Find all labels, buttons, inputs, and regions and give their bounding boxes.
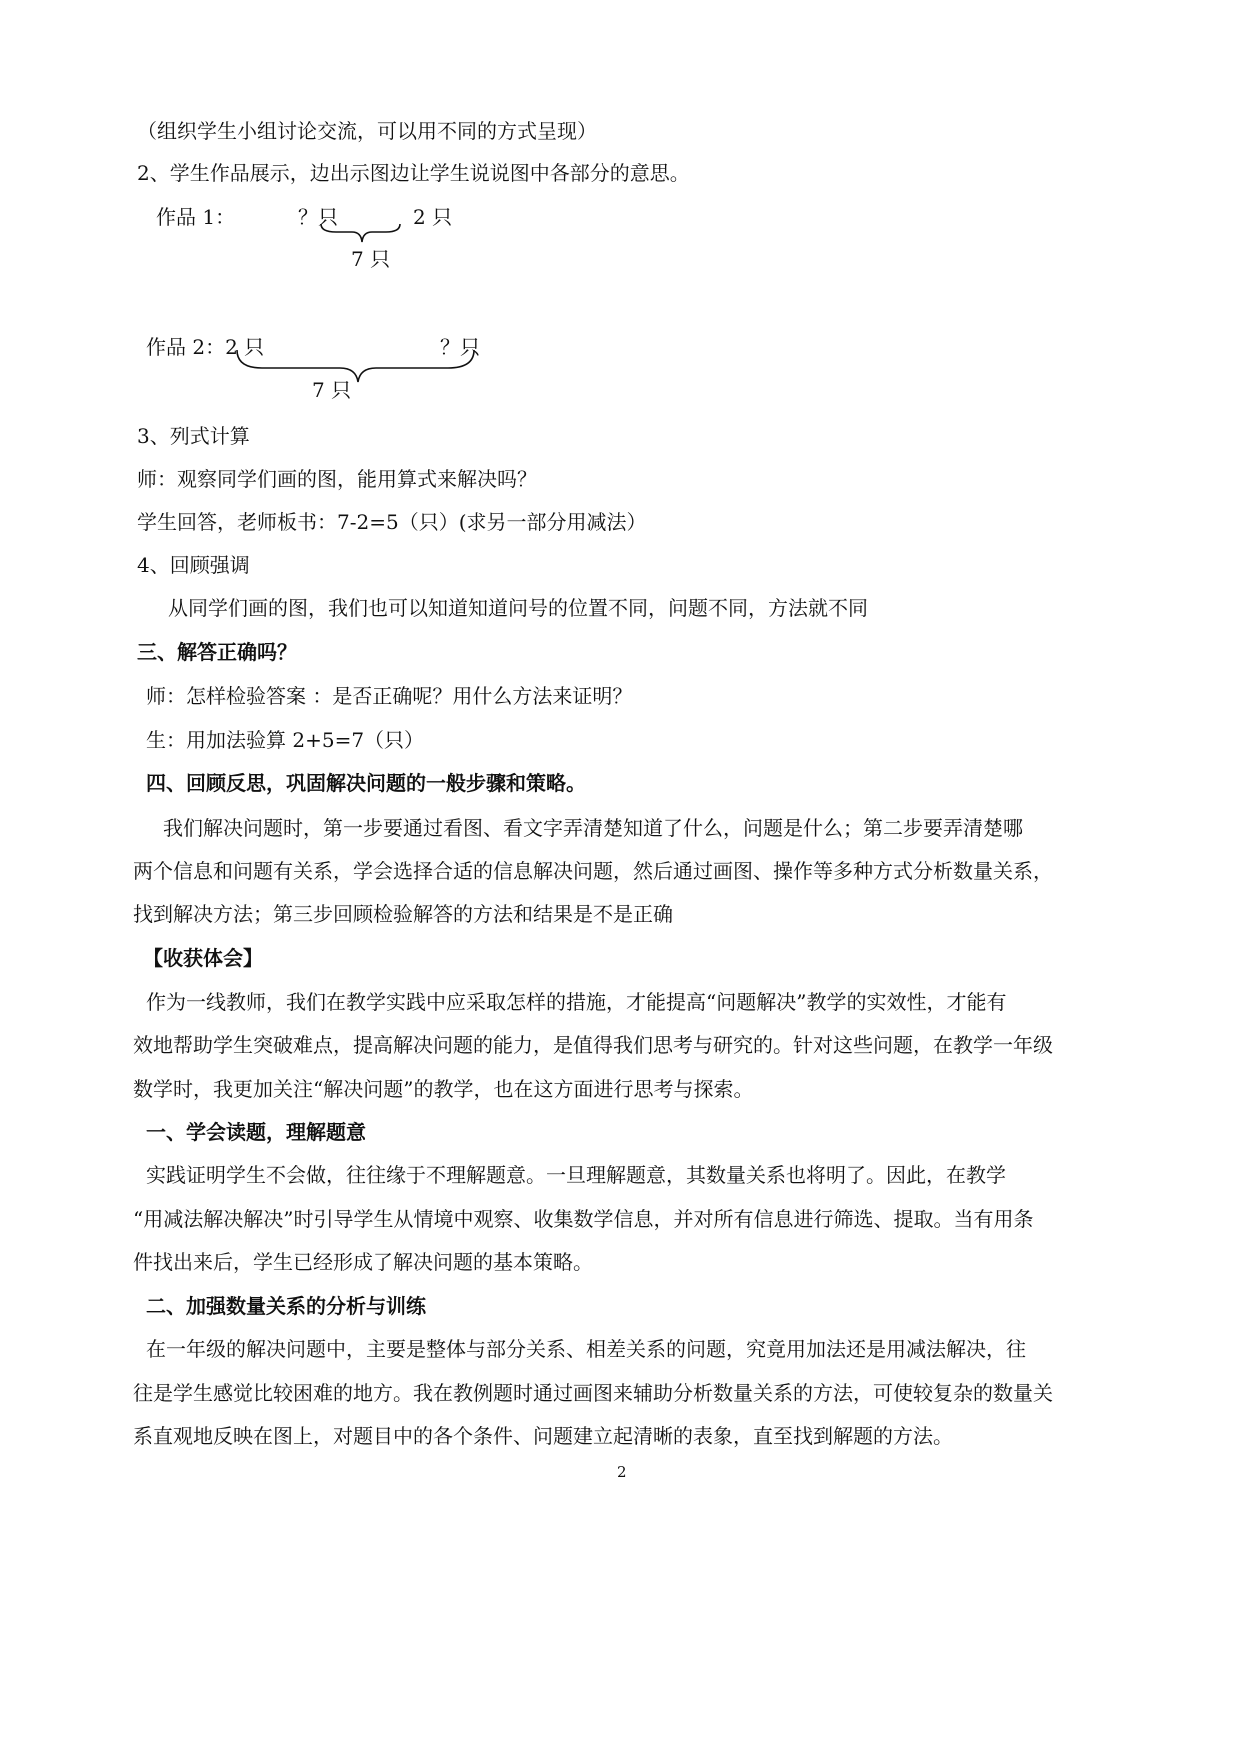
diagram2-total-label: 7 只 (312, 378, 352, 402)
paragraph-3-line-2: “用减法解决解决”时引导学生从情境中观察、收集数学信息，并对所有信息进行筛选、提取。当有用条 (133, 1207, 1034, 1231)
diagram2-title: 作品 2：2 只 (146, 335, 265, 359)
diagram2-brace (0, 0, 1241, 420)
diagram-work-2 (0, 0, 1241, 420)
page-number: 2 (617, 1463, 627, 1481)
paragraph-1-line-3: 找到解决方法；第三步回顾检验解答的方法和结果是不是正确 (133, 902, 673, 926)
harvest-heading: 【收获体会】 (143, 946, 263, 970)
subsection-1-heading: 一、学会读题，理解题意 (146, 1120, 366, 1144)
paragraph-2-line-2: 效地帮助学生突破难点，提高解决问题的能力，是值得我们思考与研究的。针对这些问题，在教学一年级 (133, 1033, 1053, 1057)
paragraph-4-line-1: 在一年级的解决问题中，主要是整体与部分关系、相差关系的问题，究竟用加法还是用减法解决，往 (146, 1337, 1026, 1361)
paragraph-1-line-1: 我们解决问题时，第一步要通过看图、看文字弄清楚知道了什么，问题是什么；第二步要弄清楚哪 (163, 816, 1023, 840)
subsection-2-heading: 二、加强数量关系的分析与训练 (146, 1294, 426, 1318)
line-discussion-note: （组织学生小组讨论交流，可以用不同的方式呈现） (137, 119, 597, 143)
diagram1-known-label: 2 只 (413, 205, 453, 229)
step-4-heading: 4、回顾强调 (137, 553, 250, 577)
teacher-question: 师：观察同学们画的图，能用算式来解决吗？ (137, 467, 537, 491)
diagram1-unknown-label: ？只 (298, 205, 338, 229)
diagram2-unknown-label: ？只 (440, 335, 480, 359)
paragraph-2-line-3: 数学时，我更加关注“解决问题”的教学，也在这方面进行思考与探索。 (133, 1077, 754, 1101)
step-2-heading: 2、学生作品展示，边出示图边让学生说说图中各部分的意思。 (137, 161, 690, 185)
review-note: 从同学们画的图，我们也可以知道知道问号的位置不同，问题不同，方法就不同 (168, 596, 868, 620)
student-check-answer: 生：用加法验算 2+5=7（只） (146, 728, 425, 752)
paragraph-3-line-1: 实践证明学生不会做，往往缘于不理解题意。一旦理解题意，其数量关系也将明了。因此，在教学 (146, 1163, 1006, 1187)
section-4-heading: 四、回顾反思，巩固解决问题的一般步骤和策略。 (146, 771, 586, 795)
paragraph-3-line-3: 件找出来后，学生已经形成了解决问题的基本策略。 (133, 1250, 593, 1274)
student-answer: 学生回答，老师板书：7-2=5（只）(求另一部分用减法） (137, 510, 647, 534)
paragraph-1-line-2: 两个信息和问题有关系，学会选择合适的信息解决问题，然后通过画图、操作等多种方式分析数量关系， (133, 859, 1053, 883)
paragraph-4-line-2: 往是学生感觉比较困难的地方。我在教例题时通过画图来辅助分析数量关系的方法，可使较复杂的数量关 (133, 1381, 1053, 1405)
paragraph-4-line-3: 系直观地反映在图上，对题目中的各个条件、问题建立起清晰的表象，直至找到解题的方法。 (133, 1424, 953, 1448)
diagram1-total-label: 7 只 (351, 247, 391, 271)
section-3-heading: 三、解答正确吗？ (137, 640, 297, 664)
step-3-heading: 3、列式计算 (137, 424, 250, 448)
paragraph-2-line-1: 作为一线教师，我们在教学实践中应采取怎样的措施，才能提高“问题解决”教学的实效性，才能有 (146, 990, 1007, 1014)
teacher-check-question: 师：怎样检验答案 ：是否正确呢？用什么方法来证明？ (146, 684, 633, 708)
diagram1-title: 作品 1： (156, 205, 236, 229)
